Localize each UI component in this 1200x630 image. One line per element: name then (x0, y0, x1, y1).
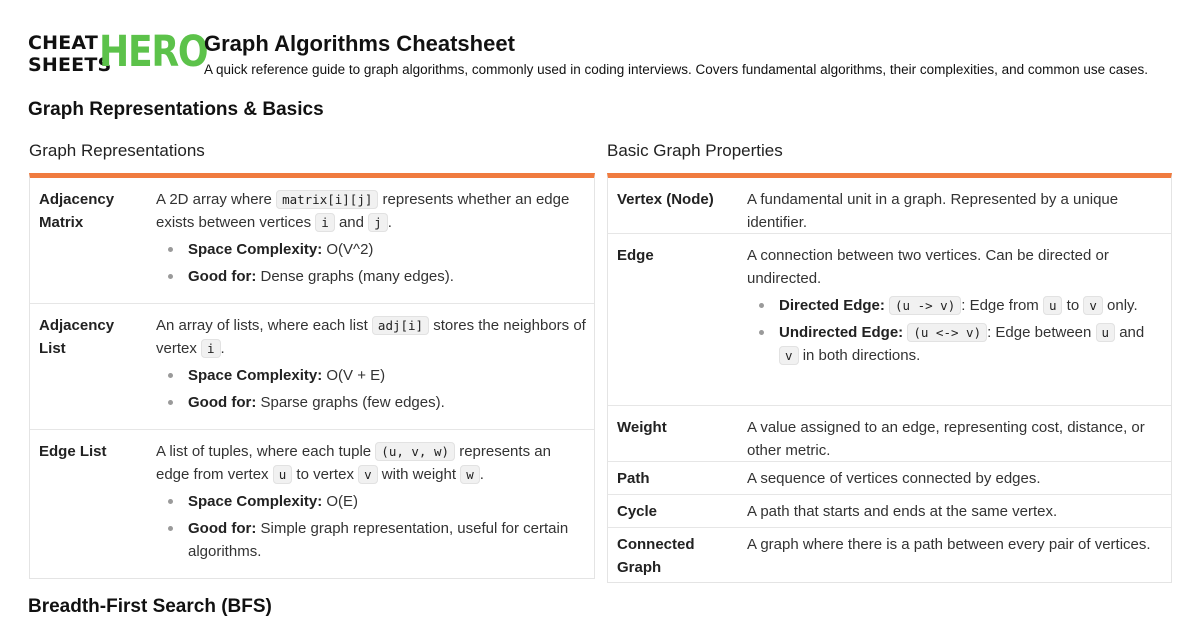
page-subtitle: A quick reference guide to graph algorithms, commonly used in coding interviews. Covers fundamental algorithms, their complexities, and common use cases. (204, 62, 1148, 77)
bullet-list (747, 294, 1165, 367)
definition-weight: A value assigned to an edge, representing cost, distance, or other metric. (747, 419, 1145, 459)
bullet-dot-icon (168, 400, 173, 405)
table-row (30, 304, 594, 430)
definition-vertex: A fundamental unit in a graph. Represented by a unique identifier. (747, 191, 1119, 231)
cheatsheets-hero-logo[interactable] (28, 27, 208, 78)
bullet-label: Space Complexity: (188, 367, 323, 384)
term-edge: Edge (617, 247, 654, 264)
table-row (608, 495, 1171, 528)
bullet-list (156, 490, 588, 563)
table-row (608, 234, 1171, 406)
term-adjacency-list: Adjacency List (39, 317, 115, 357)
code-snippet: adj[i] (372, 316, 429, 335)
term-vertex: Vertex (Node) (617, 191, 714, 208)
bullet-text: only. (1102, 297, 1138, 314)
code-snippet: (u <-> v) (907, 323, 987, 342)
bullet-text: O(E) (322, 493, 359, 510)
term-cycle: Cycle (617, 503, 658, 520)
table-row (608, 528, 1171, 583)
bullet-dot-icon (168, 526, 173, 531)
table-row (30, 178, 594, 304)
definition-adjacency-matrix (156, 188, 588, 288)
bullet-label: Undirected Edge: (779, 324, 904, 341)
table-row (608, 462, 1171, 495)
term-path: Path (617, 470, 650, 487)
bullet-label: Good for: (188, 394, 257, 411)
bullet-label: Good for: (188, 268, 257, 285)
code-snippet: v (1083, 296, 1103, 315)
desc-text: with weight (377, 466, 461, 483)
desc-text: to vertex (292, 466, 359, 483)
list-item (156, 391, 588, 414)
desc-text: and (334, 214, 369, 231)
bullet-text: in both directions. (798, 347, 921, 364)
bullet-dot-icon (168, 247, 173, 252)
bullet-list (156, 364, 588, 414)
code-snippet: u (273, 465, 293, 484)
graph-representations-card (29, 173, 595, 579)
list-item (747, 321, 1165, 367)
definition-connected-graph: A graph where there is a path between every pair of vertices. (747, 536, 1151, 553)
definition-edge (747, 244, 1165, 367)
term-edge-list: Edge List (39, 443, 107, 460)
bullet-dot-icon (168, 274, 173, 279)
code-snippet: (u -> v) (889, 296, 961, 315)
bullet-text: Dense graphs (many edges). (256, 268, 454, 285)
desc-text: represents an edge from vertex (156, 443, 551, 483)
list-item (156, 265, 588, 288)
bullet-text: Sparse graphs (few edges). (256, 394, 445, 411)
list-item (156, 364, 588, 387)
bullet-dot-icon (759, 303, 764, 308)
definition-path: A sequence of vertices connected by edges. (747, 470, 1041, 487)
definition-adjacency-list (156, 314, 588, 414)
desc-text: represents whether an edge exists between vertices (156, 191, 570, 231)
bullet-text: : Edge from (961, 297, 1043, 314)
table-row (608, 406, 1171, 462)
desc-text: . (387, 214, 392, 231)
page-title: Graph Algorithms Cheatsheet (204, 31, 515, 56)
bullet-text: to (1062, 297, 1084, 314)
desc-text: stores the neighbors of vertex (156, 317, 586, 357)
code-snippet: matrix[i][j] (276, 190, 378, 209)
bullet-text: O(V^2) (322, 241, 374, 258)
table-row (30, 430, 594, 580)
term-weight: Weight (617, 419, 667, 436)
list-item (747, 294, 1165, 317)
desc-text: . (479, 466, 484, 483)
bullet-label: Good for: (188, 520, 257, 537)
definition-edge-list (156, 440, 588, 563)
bullet-dot-icon (168, 499, 173, 504)
table-row (608, 178, 1171, 234)
bullet-label: Space Complexity: (188, 241, 323, 258)
desc-text: An array of lists, where each list (156, 317, 372, 334)
code-snippet: (u, v, w) (375, 442, 455, 461)
code-snippet: u (1096, 323, 1116, 342)
code-snippet: i (201, 339, 221, 358)
list-item (156, 490, 588, 513)
section-title-bfs: Breadth-First Search (BFS) (28, 596, 272, 617)
logo-text-sheets: SHEETS (28, 54, 112, 76)
bullet-text: O(V + E) (322, 367, 386, 384)
page-header (28, 27, 1178, 80)
definition-cycle: A path that starts and ends at the same vertex. (747, 503, 1058, 520)
code-snippet: u (1043, 296, 1063, 315)
bullet-label: Space Complexity: (188, 493, 323, 510)
desc-text: A list of tuples, where each tuple (156, 443, 376, 460)
card-title-graph-representations: Graph Representations (29, 141, 205, 160)
logo-text-cheat: CHEAT (28, 32, 99, 54)
desc-text: A connection between two vertices. Can be directed or undirected. (747, 247, 1109, 287)
list-item (156, 238, 588, 261)
bullet-text: : Edge between (987, 324, 1096, 341)
code-snippet: v (779, 346, 799, 365)
basic-graph-properties-card (607, 173, 1172, 583)
code-snippet: i (315, 213, 335, 232)
bullet-dot-icon (168, 373, 173, 378)
card-title-basic-properties: Basic Graph Properties (607, 141, 783, 160)
logo-text-hero: HERO (99, 27, 208, 77)
term-connected-graph: Connected Graph (617, 536, 695, 576)
section-title-representations: Graph Representations & Basics (28, 99, 324, 120)
bullet-label: Directed Edge: (779, 297, 885, 314)
bullet-list (156, 238, 588, 288)
desc-text: A 2D array where (156, 191, 277, 208)
code-snippet: v (358, 465, 378, 484)
code-snippet: w (460, 465, 480, 484)
bullet-dot-icon (759, 330, 764, 335)
desc-text: . (220, 340, 225, 357)
bullet-text: and (1115, 324, 1145, 341)
term-adjacency-matrix: Adjacency Matrix (39, 191, 115, 231)
list-item (156, 517, 588, 563)
code-snippet: j (368, 213, 388, 232)
bullet-text: Simple graph representation, useful for certain algorithms. (188, 520, 569, 560)
